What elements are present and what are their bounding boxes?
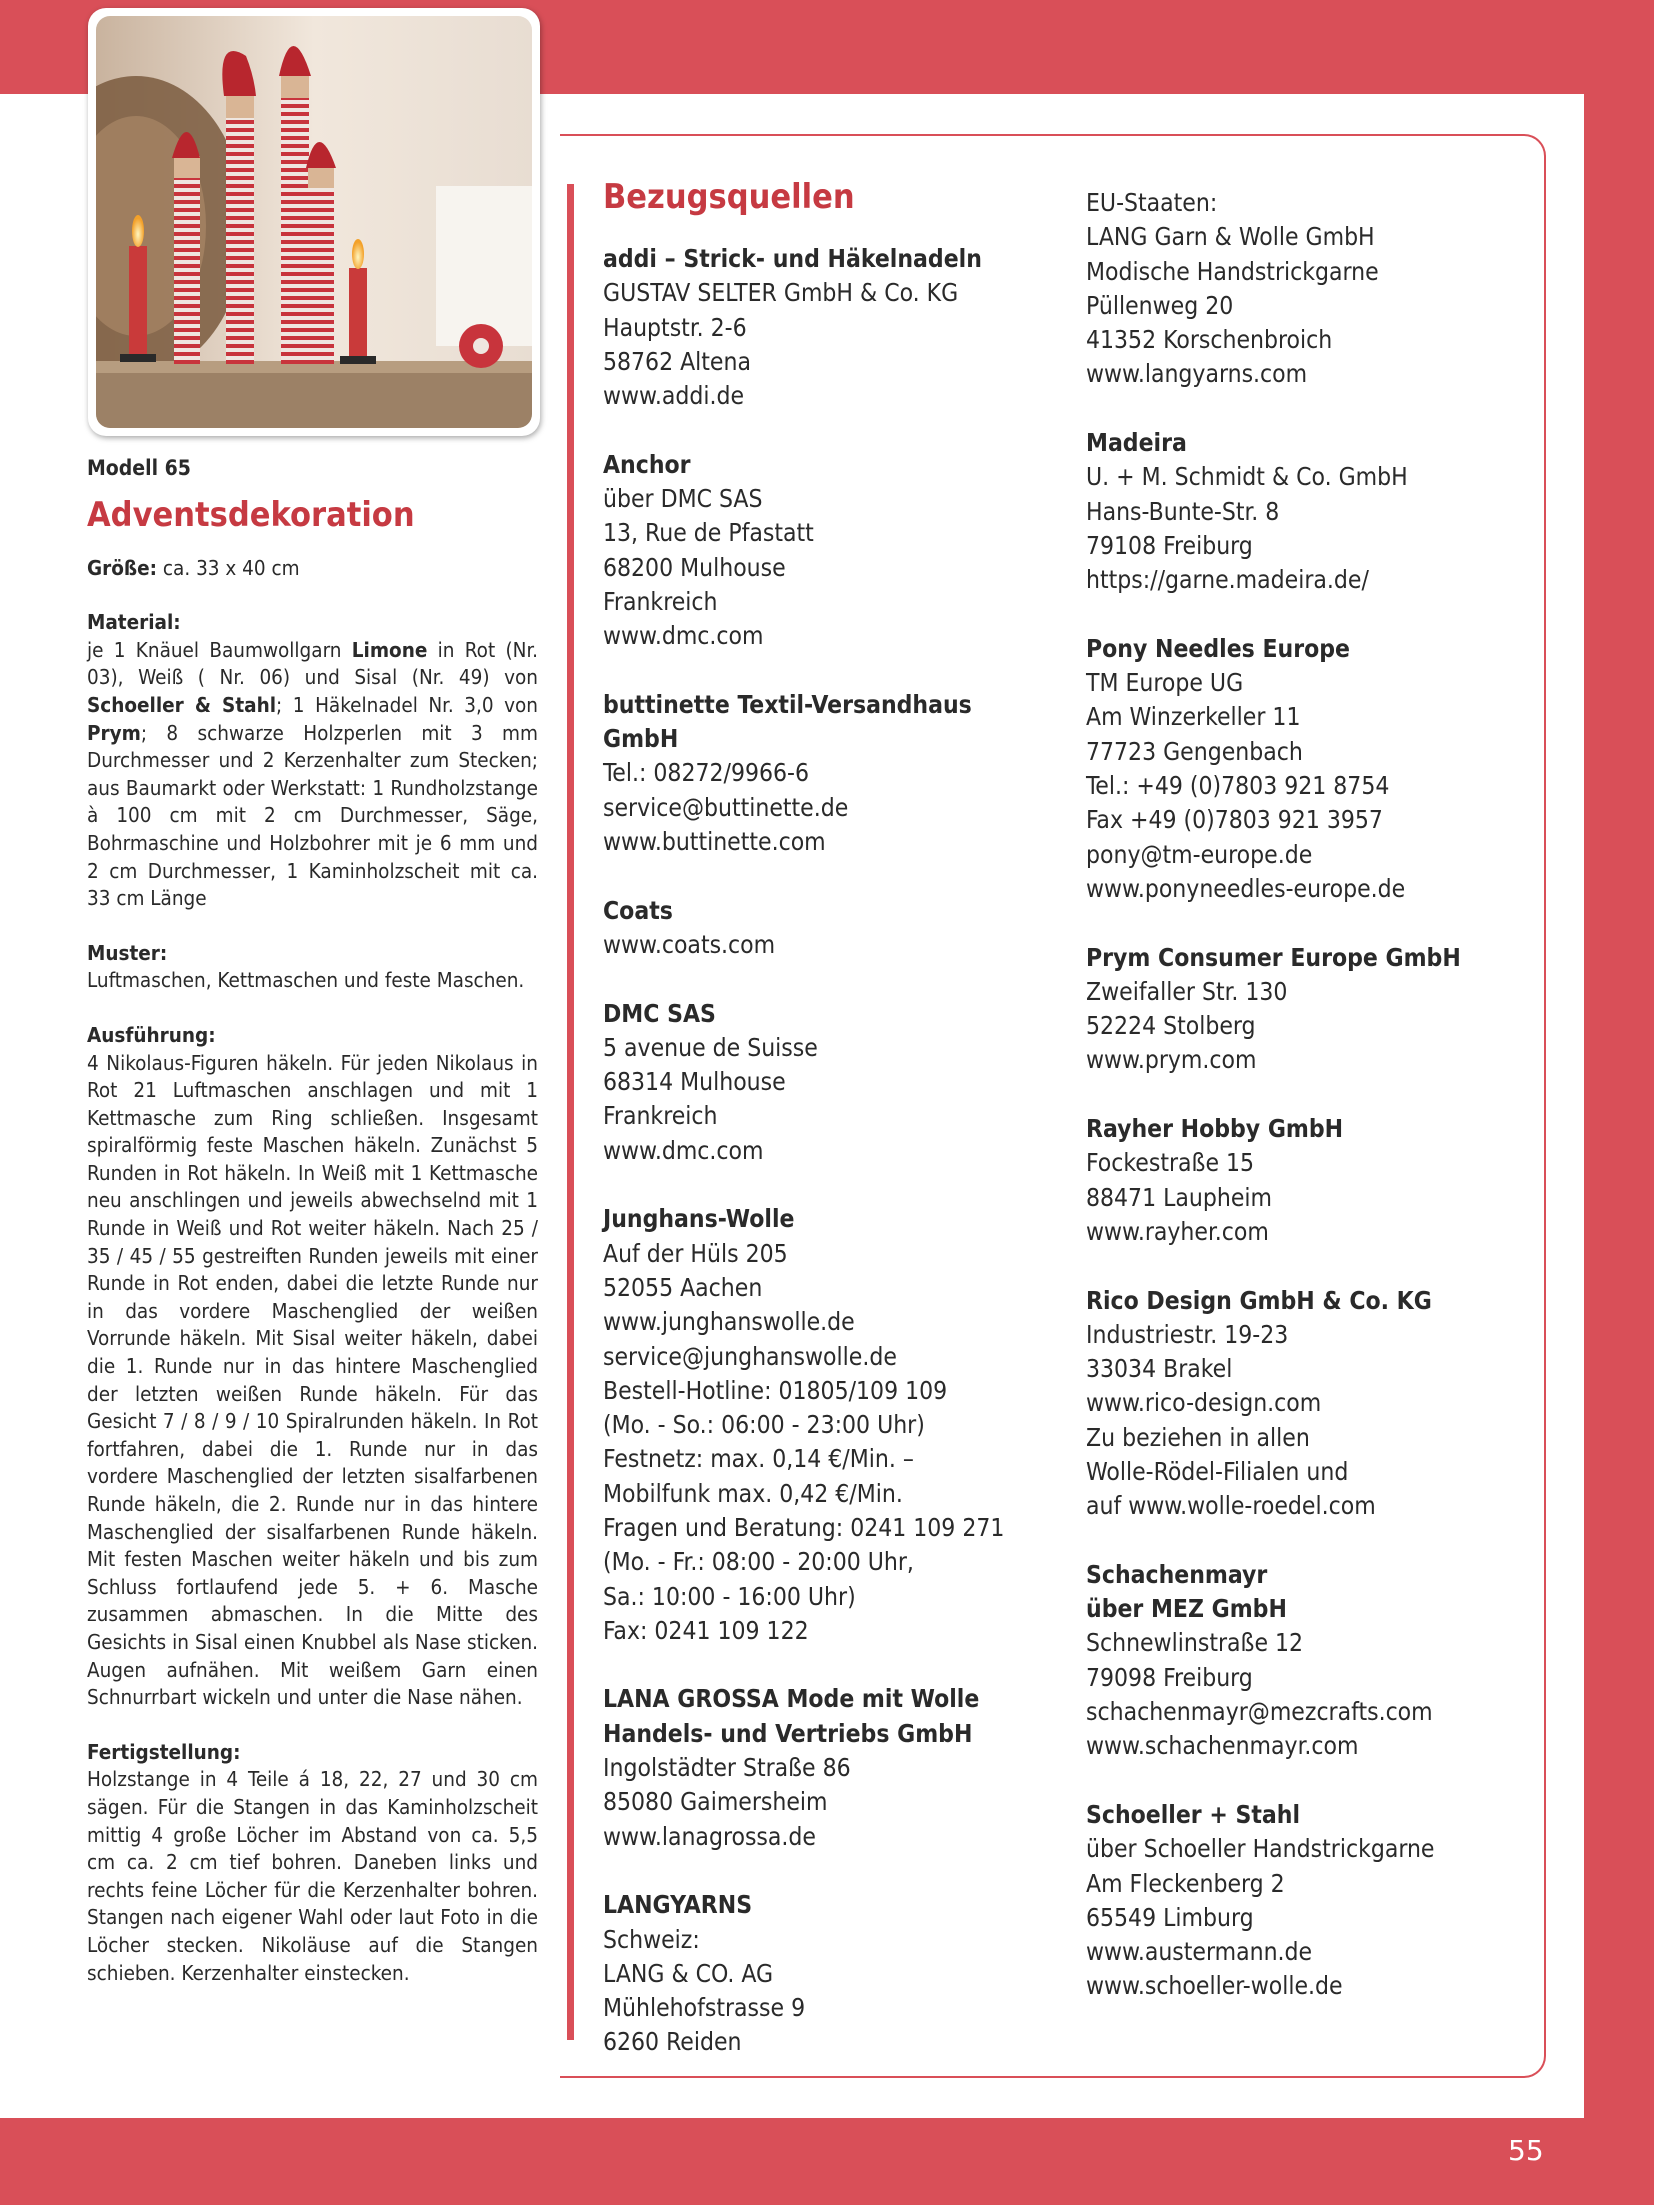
pattern-section bbox=[87, 940, 538, 995]
supplier-detail: Mühlehofstrasse 9 bbox=[603, 1993, 806, 2023]
supplier-detail: Hans-Bunte-Str. 8 bbox=[1086, 496, 1280, 526]
supplier-detail: 68200 Mulhouse bbox=[603, 552, 786, 582]
supplier-entry bbox=[603, 894, 1053, 963]
supplier-detail: www.prym.com bbox=[1086, 1045, 1257, 1075]
supplier-detail: Am Winzerkeller 11 bbox=[1086, 702, 1301, 732]
supplier-detail: LANG & CO. AG bbox=[603, 1958, 774, 1988]
pattern-label: Muster: bbox=[87, 940, 168, 965]
supplier-detail: Hauptstr. 2-6 bbox=[603, 312, 747, 342]
supplier-detail: 68314 Mulhouse bbox=[603, 1067, 786, 1097]
material-text-part: ; 8 schwarze Holzperlen mit 3 mm Durchmesser und 2 Kerzenhalter zum Stecken; aus Baumarkt oder Werkstatt: 1 Rundholzstange à 100 cm mit 2 cm Durchmesser, Säge, Bohrmaschine und Holzbohrer mit je 6 mm und 2 cm Durchmesser, 1 Kaminholzscheit mit ca. 33 cm Länge bbox=[87, 720, 538, 911]
supplier-name: Anchor bbox=[603, 449, 691, 479]
pattern-instructions bbox=[87, 455, 538, 1987]
supplier-entry bbox=[603, 997, 1053, 1168]
suppliers-column-2 bbox=[1086, 186, 1526, 2038]
supplier-detail: Wolle-Rödel-Filialen und bbox=[1086, 1456, 1349, 1486]
supplier-detail: Zweifaller Str. 130 bbox=[1086, 976, 1288, 1006]
supplier-detail: GUSTAV SELTER GmbH & Co. KG bbox=[603, 278, 959, 308]
supplier-detail: Zu beziehen in allen bbox=[1086, 1422, 1310, 1452]
supplier-detail: Ingolstädter Straße 86 bbox=[603, 1753, 851, 1783]
supplier-detail: www.dmc.com bbox=[603, 1135, 764, 1165]
supplier-detail: (Mo. - So.: 06:00 - 23:00 Uhr) bbox=[603, 1410, 925, 1440]
supplier-detail: auf www.wolle-roedel.com bbox=[1086, 1491, 1376, 1521]
supplier-detail: über DMC SAS bbox=[603, 484, 763, 514]
supplier-detail: Frankreich bbox=[603, 586, 718, 616]
supplier-entry bbox=[1086, 426, 1526, 597]
supplier-detail: Püllenweg 20 bbox=[1086, 290, 1234, 320]
supplier-entry bbox=[1086, 632, 1526, 906]
supplier-name: Handels- und Vertriebs GmbH bbox=[603, 1718, 973, 1748]
supplier-detail: Fax +49 (0)7803 921 3957 bbox=[1086, 805, 1383, 835]
bottom-color-band bbox=[0, 2118, 1654, 2205]
supplier-detail: 58762 Altena bbox=[603, 346, 751, 376]
supplier-detail: Tel.: 08272/9966-6 bbox=[603, 758, 810, 788]
supplier-detail: https://garne.madeira.de/ bbox=[1086, 565, 1369, 595]
suppliers-column-1 bbox=[603, 174, 1053, 2094]
size-value: ca. 33 x 40 cm bbox=[157, 555, 300, 580]
supplier-name: addi – Strick- und Häkelnadeln bbox=[603, 244, 982, 273]
supplier-detail: www.schachenmayr.com bbox=[1086, 1731, 1359, 1761]
supplier-entry bbox=[603, 1202, 1053, 1648]
supplier-name: Rayher Hobby GmbH bbox=[1086, 1114, 1344, 1144]
finishing-label: Fertigstellung: bbox=[87, 1739, 241, 1764]
supplier-detail: Tel.: +49 (0)7803 921 8754 bbox=[1086, 771, 1390, 801]
supplier-detail: Frankreich bbox=[603, 1101, 718, 1131]
pattern-title: Adventsdekoration bbox=[87, 494, 415, 535]
project-photo bbox=[96, 16, 532, 428]
material-text-part: in Rot (Nr. 03), Weiß ( Nr. 06) und Sisal (Nr. 49) von bbox=[87, 637, 538, 690]
suppliers-list-2 bbox=[1086, 186, 1526, 2004]
supplier-detail: www.schoeller-wolle.de bbox=[1086, 1971, 1343, 2001]
supplier-name: Junghans-Wolle bbox=[603, 1204, 795, 1234]
finishing-section bbox=[87, 1739, 538, 1987]
supplier-detail: Schnewlinstraße 12 bbox=[1086, 1628, 1304, 1658]
supplier-detail: www.dmc.com bbox=[603, 621, 764, 651]
execution-text: 4 Nikolaus-Figuren häkeln. Für jeden Nikolaus in Rot 21 Luftmaschen anschlagen und mit 1 Kettmasche zum Ring schließen. Insgesamt spiralförmig feste Maschen häkeln. Zunächst 5 Runden in Rot häkeln. In Weiß mit 1 Kettmasche neu anschlingen und jeweils abwechselnd mit 1 Runde in Weiß und Rot weiter häkeln. Nach 25 / 35 / 45 / 55 gestreiften Runden jeweils mit einer Runde in Rot enden, dabei die letzte Runde nur in das vordere Maschenglied der weißen Vorrunde häkeln. Mit Sisal weiter häkeln, dabei die 1. Runde nur in das hintere Maschenglied der letzten weißen Runde häkeln. Für das Gesicht 7 / 8 / 9 / 10 Spiralrunden häkeln. In Rot fortfahren, dabei die 1. Runde nur in das vordere Maschenglied der letzten sisalfarbenen Runde häkeln, die 2. Runde nur in das hintere Maschenglied der sisalfarbenen Runde häkeln. Mit festen Maschen weiter häkeln und bis zum Schluss fortlaufend jede 5. + 6. Masche zusammen abmaschen. In die Mitte des Gesichts in Sisal einen Knubbel als Nase sticken. Augen aufnähen. Mit weißem Garn einen Schnurrbart wickeln und unter die Nase nähen. bbox=[87, 1050, 538, 1710]
supplier-detail: www.rico-design.com bbox=[1086, 1388, 1322, 1418]
brand-name: Schoeller & Stahl bbox=[87, 692, 277, 717]
supplier-detail: LANG Garn & Wolle GmbH bbox=[1086, 222, 1375, 252]
finishing-text: Holzstange in 4 Teile á 18, 22, 27 und 30 cm sägen. Für die Stangen in das Kaminholzscheit mittig 4 große Löcher im Abstand von ca. 5,5 cm ca. 2 cm tief bohren. Daneben links und rechts feine Löcher für die Kerzenhalter bohren. Stangen nach eigener Wahl oder laut Foto in die Löcher stecken. Nikoläuse auf die Stangen schieben. Kerzenhalter einstecken. bbox=[87, 1767, 538, 1985]
project-photo-frame bbox=[88, 8, 540, 436]
supplier-entry bbox=[1086, 941, 1526, 1078]
supplier-detail: 85080 Gaimersheim bbox=[603, 1787, 828, 1817]
supplier-name: buttinette Textil-Versandhaus GmbH bbox=[603, 689, 972, 754]
supplier-detail: 33034 Brakel bbox=[1086, 1354, 1233, 1384]
suppliers-heading: Bezugsquellen bbox=[603, 177, 855, 217]
supplier-detail: service@buttinette.de bbox=[603, 792, 849, 822]
supplier-detail: service@junghanswolle.de bbox=[603, 1341, 897, 1371]
supplier-entry bbox=[603, 242, 1053, 413]
brand-name: Prym bbox=[87, 720, 141, 745]
supplier-detail: Schweiz: bbox=[603, 1924, 700, 1954]
supplier-name: Rico Design GmbH & Co. KG bbox=[1086, 1285, 1432, 1315]
supplier-detail: www.langyarns.com bbox=[1086, 359, 1308, 389]
supplier-entry bbox=[1086, 186, 1526, 392]
material-label: Material: bbox=[87, 610, 181, 635]
supplier-detail: Am Fleckenberg 2 bbox=[1086, 1868, 1285, 1898]
supplier-detail: www.junghanswolle.de bbox=[603, 1307, 855, 1337]
page-number: 55 bbox=[1508, 2134, 1544, 2167]
pattern-text: Luftmaschen, Kettmaschen und feste Maschen. bbox=[87, 968, 525, 993]
supplier-entry bbox=[603, 688, 1053, 859]
supplier-detail: www.addi.de bbox=[603, 381, 745, 411]
supplier-detail: Fragen und Beratung: 0241 109 271 bbox=[603, 1512, 1005, 1542]
supplier-entry bbox=[1086, 1112, 1526, 1249]
supplier-detail: 41352 Korschenbroich bbox=[1086, 325, 1333, 355]
supplier-detail: www.lanagrossa.de bbox=[603, 1821, 816, 1851]
size-line bbox=[87, 555, 538, 583]
supplier-detail: 5 avenue de Suisse bbox=[603, 1032, 818, 1062]
supplier-name: LANGYARNS bbox=[603, 1890, 753, 1920]
supplier-name: Madeira bbox=[1086, 428, 1187, 458]
supplier-detail: Fockestraße 15 bbox=[1086, 1148, 1255, 1178]
material-section bbox=[87, 609, 538, 913]
yarn-name: Limone bbox=[351, 637, 428, 662]
supplier-entry bbox=[603, 1682, 1053, 1853]
supplier-detail: 88471 Laupheim bbox=[1086, 1182, 1272, 1212]
supplier-name: LANA GROSSA Mode mit Wolle bbox=[603, 1684, 980, 1714]
supplier-detail: Fax: 0241 109 122 bbox=[603, 1615, 809, 1645]
supplier-detail: Festnetz: max. 0,14 €/Min. – bbox=[603, 1444, 914, 1474]
material-text bbox=[87, 637, 538, 913]
supplier-detail: 6260 Reiden bbox=[603, 2027, 742, 2057]
supplier-name: DMC SAS bbox=[603, 998, 716, 1028]
supplier-detail: 77723 Gengenbach bbox=[1086, 736, 1303, 766]
supplier-detail: www.rayher.com bbox=[1086, 1216, 1269, 1246]
supplier-detail: Modische Handstrickgarne bbox=[1086, 256, 1379, 286]
supplier-entry bbox=[1086, 1558, 1526, 1764]
execution-label: Ausführung: bbox=[87, 1022, 216, 1047]
supplier-detail: Sa.: 10:00 - 16:00 Uhr) bbox=[603, 1581, 856, 1611]
supplier-name: über MEZ GmbH bbox=[1086, 1594, 1287, 1624]
supplier-detail: 52055 Aachen bbox=[603, 1272, 763, 1302]
supplier-detail: U. + M. Schmidt & Co. GmbH bbox=[1086, 462, 1408, 492]
supplier-detail: EU-Staaten: bbox=[1086, 188, 1218, 217]
supplier-detail: schachenmayr@mezcrafts.com bbox=[1086, 1697, 1433, 1727]
supplier-detail: Auf der Hüls 205 bbox=[603, 1238, 788, 1268]
supplier-detail: www.austermann.de bbox=[1086, 1937, 1313, 1967]
supplier-detail: 79108 Freiburg bbox=[1086, 530, 1253, 560]
supplier-detail: Bestell-Hotline: 01805/109 109 bbox=[603, 1375, 948, 1405]
supplier-detail: Mobilfunk max. 0,42 €/Min. bbox=[603, 1478, 903, 1508]
supplier-name: Pony Needles Europe bbox=[1086, 633, 1350, 663]
supplier-entry bbox=[603, 1888, 1053, 2059]
supplier-detail: Industriestr. 19-23 bbox=[1086, 1319, 1289, 1349]
supplier-detail: über Schoeller Handstrickgarne bbox=[1086, 1834, 1435, 1864]
supplier-entry bbox=[1086, 1284, 1526, 1524]
supplier-entry bbox=[1086, 1798, 1526, 2004]
supplier-detail: pony@tm-europe.de bbox=[1086, 839, 1313, 869]
panel-divider bbox=[567, 184, 574, 2040]
material-text-part: je 1 Knäuel Baumwollgarn bbox=[87, 637, 352, 662]
supplier-detail: www.coats.com bbox=[603, 929, 776, 959]
execution-section bbox=[87, 1022, 538, 1712]
supplier-detail: 13, Rue de Pfastatt bbox=[603, 518, 814, 548]
right-color-band bbox=[1584, 0, 1654, 2205]
supplier-detail: 52224 Stolberg bbox=[1086, 1011, 1256, 1041]
supplier-detail: 65549 Limburg bbox=[1086, 1902, 1254, 1932]
material-text-part: ; 1 Häkelnadel Nr. 3,0 von bbox=[276, 692, 538, 717]
supplier-entry bbox=[603, 448, 1053, 654]
supplier-name: Schoeller + Stahl bbox=[1086, 1799, 1300, 1829]
supplier-detail: TM Europe UG bbox=[1086, 668, 1244, 698]
supplier-detail: 79098 Freiburg bbox=[1086, 1662, 1253, 1692]
suppliers-list-1 bbox=[603, 242, 1053, 2060]
supplier-name: Schachenmayr bbox=[1086, 1559, 1268, 1589]
size-label: Größe: bbox=[87, 555, 158, 580]
supplier-detail: www.ponyneedles-europe.de bbox=[1086, 873, 1406, 903]
supplier-name: Prym Consumer Europe GmbH bbox=[1086, 942, 1461, 972]
supplier-detail: (Mo. - Fr.: 08:00 - 20:00 Uhr, bbox=[603, 1547, 914, 1577]
model-number: Modell 65 bbox=[87, 456, 191, 480]
supplier-detail: www.buttinette.com bbox=[603, 827, 826, 857]
supplier-name: Coats bbox=[603, 895, 673, 925]
